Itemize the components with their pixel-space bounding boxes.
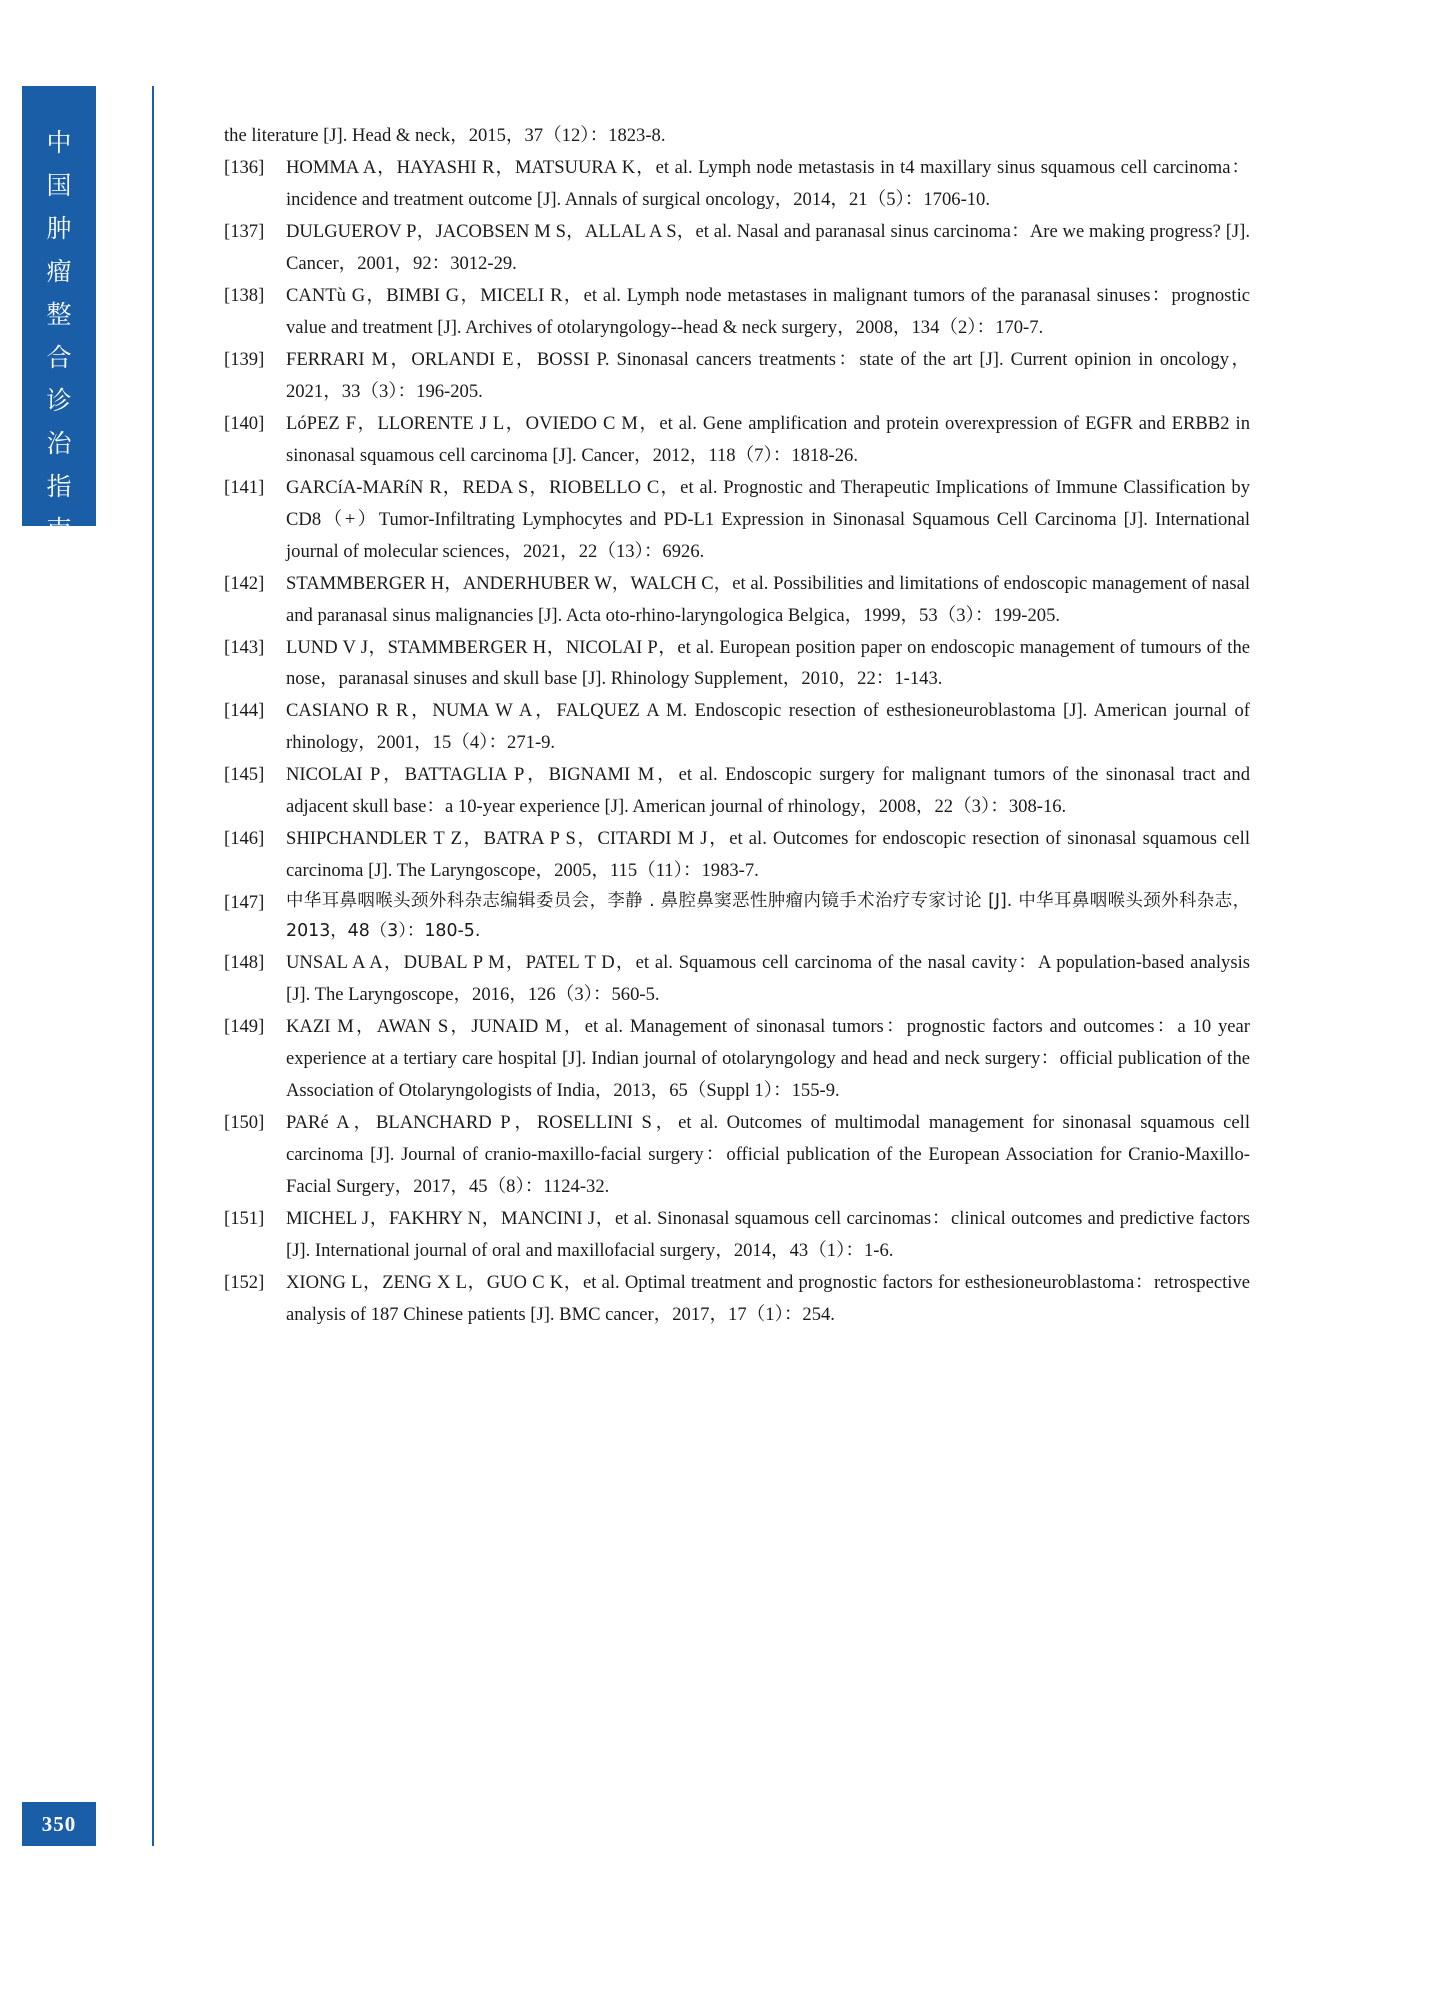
page-number: 350 <box>22 1802 96 1846</box>
reference-text: CASIANO R R，NUMA W A，FALQUEZ A M. Endoscopic resection of esthesioneuroblastoma [J]. American journal of rhinology，2001，15（4）：271-9. <box>286 700 1250 754</box>
reference-number: [147] <box>224 892 265 914</box>
reference-text: SHIPCHANDLER T Z，BATRA P S，CITARDI M J，et al. Outcomes for endoscopic resection of sinonasal squamous cell carcinoma [J]. The Laryngoscope，2005，115（11）：1983-7. <box>286 828 1250 882</box>
reference-item <box>224 823 1250 887</box>
side-banner-char: 国 <box>46 171 72 200</box>
reference-number: [138] <box>224 284 265 306</box>
side-banner-char: 整 <box>46 300 72 329</box>
reference-text: LóPEZ F，LLORENTE J L，OVIEDO C M，et al. Gene amplification and protein overexpression of EGFR and ERBB2 in sinonasal squamous cell carcinoma [J]. Cancer，2012，118（7）：1818-26. <box>286 412 1250 466</box>
reference-number: [151] <box>224 1207 265 1229</box>
side-banner <box>22 86 96 544</box>
side-banner-char: 中 <box>46 128 72 157</box>
side-banner-char: 合 <box>46 343 72 372</box>
reference-number: [139] <box>224 348 265 370</box>
reference-text: 中华耳鼻咽喉头颈外科杂志编辑委员会，李静 . 鼻腔鼻窦恶性肿瘤内镜手术治疗专家讨论 [J]. 中华耳鼻咽喉头颈外科杂志，2013，48（3）：180-5. <box>286 891 1250 942</box>
continued-line: the literature [J]. Head & neck，2015，37（12）：1823-8. <box>224 125 666 146</box>
reference-text: UNSAL A A，DUBAL P M，PATEL T D，et al. Squamous cell carcinoma of the nasal cavity：A population-based analysis [J]. The Laryngoscope，2016，126（3）：560-5. <box>286 952 1250 1006</box>
reference-text: FERRARI M，ORLANDI E，BOSSI P. Sinonasal cancers treatments：state of the art [J]. Current opinion in oncology，2021，33（3）：196-205. <box>286 348 1250 402</box>
reference-item <box>224 472 1250 568</box>
reference-number: [152] <box>224 1271 265 1293</box>
reference-number: [145] <box>224 764 265 786</box>
reference-text: XIONG L，ZENG X L，GUO C K，et al. Optimal treatment and prognostic factors for esthesioneuroblastoma：retrospective analysis of 187 Chinese patients [J]. BMC cancer，2017，17（1）：254. <box>286 1271 1250 1325</box>
reference-item <box>224 632 1250 696</box>
side-banner-char: 肿 <box>46 214 72 243</box>
reference-text: CANTù G，BIMBI G，MICELI R，et al. Lymph node metastases in malignant tumors of the paranasal sinuses：prognostic value and treatment [J]. Archives of otolaryngology--head & neck surgery，2008，134（2）：170-7. <box>286 284 1250 338</box>
side-banner-char: 瘤 <box>46 257 72 286</box>
reference-number: [140] <box>224 412 265 434</box>
reference-item <box>224 568 1250 632</box>
reference-item <box>224 1011 1250 1107</box>
reference-text: HOMMA A，HAYASHI R，MATSUURA K，et al. Lymph node metastasis in t4 maxillary sinus squamous cell carcinoma：incidence and treatment outcome [J]. Annals of surgical oncology，2014，21（5）：1706-10. <box>286 156 1250 210</box>
reference-number: [141] <box>224 476 265 498</box>
reference-number: [137] <box>224 220 265 242</box>
reference-number: [148] <box>224 952 265 974</box>
reference-number: [149] <box>224 1016 265 1038</box>
reference-item <box>224 947 1250 1011</box>
reference-number: [146] <box>224 828 265 850</box>
reference-item <box>224 1107 1250 1203</box>
reference-item <box>224 1267 1250 1331</box>
reference-item <box>224 152 1250 216</box>
references-container <box>224 152 1250 1331</box>
reference-number: [142] <box>224 572 265 594</box>
reference-text: LUND V J，STAMMBERGER H，NICOLAI P，et al. European position paper on endoscopic management of tumours of the nose，paranasal sinuses and skull base [J]. Rhinology Supplement，2010，22：1-143. <box>286 636 1250 690</box>
reference-number: [144] <box>224 700 265 722</box>
reference-text: NICOLAI P，BATTAGLIA P，BIGNAMI M，et al. Endoscopic surgery for malignant tumors of the sinonasal tract and adjacent skull base：a 10-year experience [J]. American journal of rhinology，2008，22（3）：308-16. <box>286 764 1250 818</box>
reference-text: MICHEL J，FAKHRY N，MANCINI J，et al. Sinonasal squamous cell carcinomas：clinical outcomes and predictive factors [J]. International journal of oral and maxillofacial surgery，2014，43（1）：1-6. <box>286 1207 1250 1261</box>
reference-number: [143] <box>224 636 265 658</box>
reference-item <box>224 344 1250 408</box>
reference-item <box>224 695 1250 759</box>
reference-text: KAZI M，AWAN S，JUNAID M，et al. Management of sinonasal tumors：prognostic factors and outcomes：a 10 year experience at a tertiary care hospital [J]. Indian journal of otolaryngology and head and neck surgery：official publication of the Association of Otolaryngologists of India，2013，65（Suppl 1）：155-9. <box>286 1016 1250 1101</box>
vertical-rule <box>152 86 154 1846</box>
side-banner-char: 南 <box>46 515 72 544</box>
side-banner-char: 指 <box>46 472 72 501</box>
reference-text: STAMMBERGER H，ANDERHUBER W，WALCH C，et al. Possibilities and limitations of endoscopic management of nasal and paranasal sinus malignancies [J]. Acta oto-rhino-laryngologica Belgica，1999，53（3）：199-205. <box>286 572 1250 626</box>
reference-text: DULGUEROV P，JACOBSEN M S，ALLAL A S，et al. Nasal and paranasal sinus carcinoma：Are we making progress? [J]. Cancer，2001，92：3012‐29. <box>286 220 1250 274</box>
reference-list <box>224 120 1250 1331</box>
reference-item <box>224 408 1250 472</box>
side-banner-char: 治 <box>46 429 72 458</box>
reference-item <box>224 759 1250 823</box>
reference-number: [136] <box>224 156 265 178</box>
reference-number: [150] <box>224 1111 265 1133</box>
reference-text: GARCíA-MARíN R，REDA S，RIOBELLO C，et al. Prognostic and Therapeutic Implications of Immune Classification by CD8（+）Tumor-Infiltrating Lymphocytes and PD-L1 Expression in Sinonasal Squamous Cell Carcinoma [J]. International journal of molecular sciences，2021，22（13）：6926. <box>286 476 1250 562</box>
reference-item <box>224 280 1250 344</box>
reference-item <box>224 1203 1250 1267</box>
reference-item <box>224 887 1250 947</box>
reference-text: PARé A，BLANCHARD P，ROSELLINI S，et al. Outcomes of multimodal management for sinonasal squamous cell carcinoma [J]. Journal of cranio-maxillo-facial surgery：official publication of the European Association for Cranio-Maxillo-Facial Surgery，2017，45（8）：1124-32. <box>286 1111 1250 1197</box>
side-banner-char: 诊 <box>46 386 72 415</box>
reference-item <box>224 216 1250 280</box>
